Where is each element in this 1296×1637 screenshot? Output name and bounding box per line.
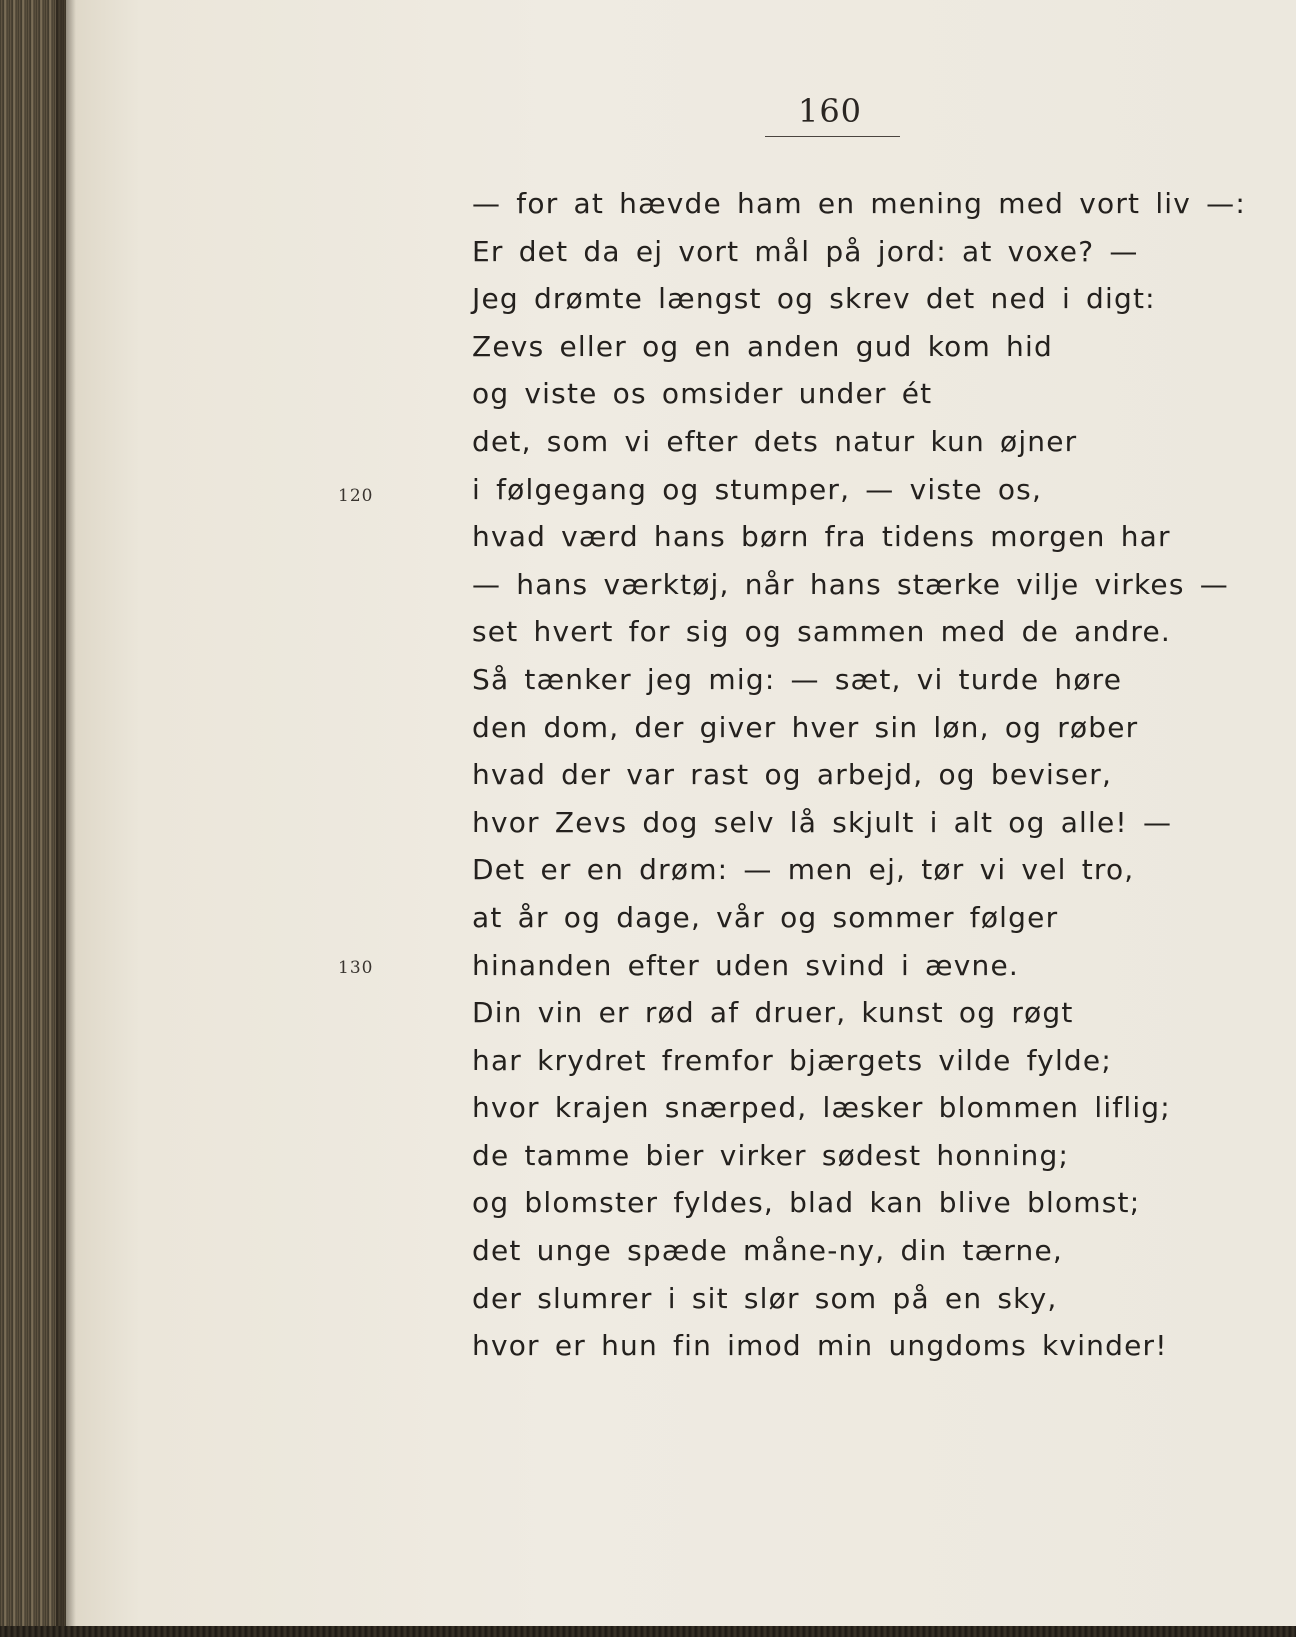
poem-line: hvad der var rast og arbejd, og beviser,: [472, 758, 1113, 792]
line-number-120: 120: [338, 486, 374, 506]
poem-line: har krydret fremfor bjærgets vilde fylde;: [472, 1043, 1112, 1077]
poem-line: og blomster fyldes, blad kan blive blomst;: [472, 1186, 1141, 1220]
poem-line: hvor er hun fin imod min ungdoms kvinder!: [472, 1329, 1168, 1363]
poem-line: Så tænker jeg mig: — sæt, vi turde høre: [472, 662, 1123, 696]
poem-line: det unge spæde måne-ny, din tærne,: [472, 1234, 1064, 1268]
poem-text: [472, 180, 1246, 1370]
poem-line: Jeg drømte længst og skrev det ned i digt:: [472, 282, 1156, 316]
poem-line: den dom, der giver hver sin løn, og røber: [472, 710, 1139, 744]
poem-line: det, som vi efter dets natur kun øjner: [472, 424, 1078, 458]
book-bottom-edge: [0, 1626, 1296, 1637]
poem-line: Zevs eller og en anden gud kom hid: [472, 329, 1053, 363]
poem-line: hvor krajen snærped, læsker blommen liflig;: [472, 1091, 1171, 1125]
poem-line: hvor Zevs dog selv lå skjult i alt og alle! —: [472, 805, 1173, 839]
poem-line: — for at hævde ham en mening med vort liv —:: [472, 187, 1246, 220]
poem-line: — hans værktøj, når hans stærke vilje virkes —: [472, 567, 1229, 601]
poem-line: Det er en drøm: — men ej, tør vi vel tro,: [472, 853, 1135, 887]
poem-line: i følgegang og stumper, — viste os,: [472, 472, 1043, 506]
poem-line: de tamme bier virker sødest honning;: [472, 1138, 1070, 1172]
poem-line: der slumrer i sit slør som på en sky,: [472, 1281, 1058, 1315]
page-number-rule: [765, 136, 900, 137]
poem-line: og viste os omsider under ét: [472, 377, 933, 411]
gutter-shadow: [56, 0, 76, 1637]
line-number-130: 130: [338, 958, 374, 978]
poem-line: hinanden efter uden svind i ævne.: [472, 948, 1019, 982]
poem-line: Din vin er rød af druer, kunst og røgt: [472, 996, 1074, 1030]
poem-line: at år og dage, vår og sommer følger: [472, 900, 1059, 934]
poem-line: set hvert for sig og sammen med de andre.: [472, 615, 1172, 649]
page-number: 160: [797, 92, 863, 130]
poem-line: Er det da ej vort mål på jord: at voxe? —: [472, 234, 1139, 268]
poem-line: hvad værd hans børn fra tidens morgen har: [472, 520, 1171, 554]
